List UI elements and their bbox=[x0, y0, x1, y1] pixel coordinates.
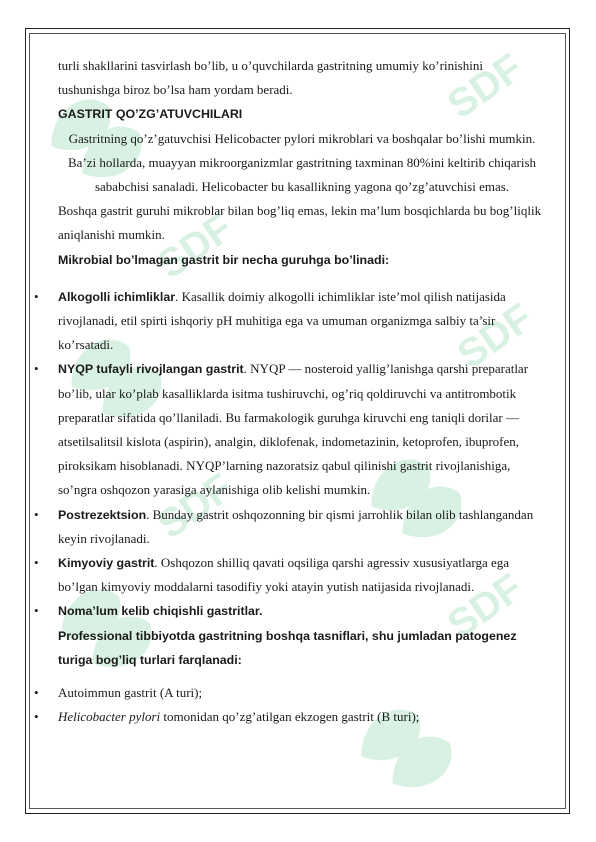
svg-text:SDF: SDF bbox=[149, 205, 241, 288]
bullet-icon: • bbox=[34, 685, 39, 701]
pathogenesis-types-list bbox=[34, 681, 546, 729]
heading-nonmicrobial: Mikrobial bo’lmagan gastrit bir necha guruhga bo’linadi: bbox=[58, 252, 390, 267]
section-title: GASTRIT QO’ZG’ATUVCHILARI bbox=[58, 107, 243, 122]
list-item-term: Noma’lum kelib chiqishli gastritlar. bbox=[58, 604, 263, 619]
gastritis-types-list bbox=[34, 285, 546, 624]
list-item-text: . Oshqozon shilliq qavati oqsiliga qarshi agressiv xususiyatlarga ega bo’lgan kimyoviy moddalarni tasodifiy yoki atayin yutish natijasida rivojlanadi. bbox=[58, 555, 510, 595]
svg-text:SDF: SDF bbox=[149, 465, 241, 548]
list-item bbox=[34, 551, 546, 599]
bullet-icon: • bbox=[34, 555, 39, 571]
bullet-icon: • bbox=[34, 603, 39, 619]
bullet-icon: • bbox=[34, 709, 39, 725]
list-item bbox=[34, 285, 546, 358]
svg-text:SDF: SDF bbox=[449, 295, 541, 378]
list-item-term: Postrezektsion bbox=[58, 507, 147, 522]
bullet-icon: • bbox=[34, 288, 39, 304]
list-item bbox=[34, 357, 546, 502]
list-item bbox=[34, 503, 546, 551]
list-item bbox=[34, 681, 546, 705]
list-item-text: . NYQP — nosteroid yallig’lanishga qarshi preparatlar bo’lib, ular ko’plab kasalliklarda isitma tushiruvchi, og’riq qoldiruvchi va antitrombotik preparatlar sifatida qo’llaniladi. Bu farmakologik guruhga kiruvchi eng taniqli dorilar — atsetilsalitsil kislota (aspirin), analgin, diklofenak, indometazinin, ketoprofen, ibuprofen, piroksikam hisoblanadi. NYQP’larning nazoratsiz qabul qilinishi gastrit rivojlanishiga, so’ngra oshqozon yarasiga aylanishiga olib kelishi mumkin. bbox=[58, 361, 529, 498]
intro-line-2: tushunishga biroz bo’lsa ham yordam beradi. bbox=[58, 82, 293, 98]
svg-text:SDF: SDF bbox=[439, 45, 531, 128]
heading-professional: Professional tibbiyotda gastritning boshqa tasniflari, shu jumladan patogenez turiga bog’liq turlari farqlanadi: bbox=[58, 628, 517, 667]
list-item-text: . Kasallik doimiy alkogolli ichimliklar iste’mol qilish natijasida rivojlanadi, etil spirti ishqoriy pH muhitiga ega va umuman organizmga salbiy ta’sir ko’rsatadi. bbox=[58, 288, 506, 353]
bullet-icon: • bbox=[34, 506, 39, 522]
list-item-text: Autoimmun gastrit (A turi); bbox=[58, 685, 203, 701]
list-item-term: Alkogolli ichimliklar bbox=[58, 289, 176, 304]
list-item bbox=[34, 705, 546, 729]
intro-line-1: turli shakllarini tasvirlash bo’lib, u o’quvchilarda gastritning umumiy ko’rinishini bbox=[58, 58, 483, 73]
bullet-icon: • bbox=[34, 361, 39, 377]
list-item-text: . Bunday gastrit oshqozonning bir qismi jarrohlik bilan olib tashlangandan keyin rivojlanadi. bbox=[58, 506, 534, 546]
list-item-term: NYQP tufayli rivojlangan gastrit bbox=[58, 362, 244, 377]
svg-text:SDF: SDF bbox=[439, 565, 531, 648]
list-item-text: tomonidan qo’zg’atilgan ekzogen gastrit (B turi); bbox=[160, 709, 420, 725]
list-item bbox=[34, 599, 546, 623]
centered-paragraph: Gastritning qo’z’gatuvchisi Helicobacter pylori mikroblari va boshqalar bo’lishi mumkin. Ba’zi hollarda, muayyan mikroorganizmlar gastritning taxminan 80%ini keltirib chiqarish sababchisi sanaladi. Helicobacter bu kasallikning yagona qo’zg’atuvchisi emas. bbox=[68, 130, 536, 195]
paragraph-microbes: Boshqa gastrit guruhi mikroblar bilan bog’liq emas, lekin ma’lum bosqichlarda bu bog’liqlik aniqlanishi mumkin. bbox=[58, 203, 542, 243]
list-item-term: Kimyoviy gastrit bbox=[58, 556, 155, 571]
document-body bbox=[34, 54, 546, 729]
list-item-italic: Helicobacter pylori bbox=[58, 709, 161, 725]
